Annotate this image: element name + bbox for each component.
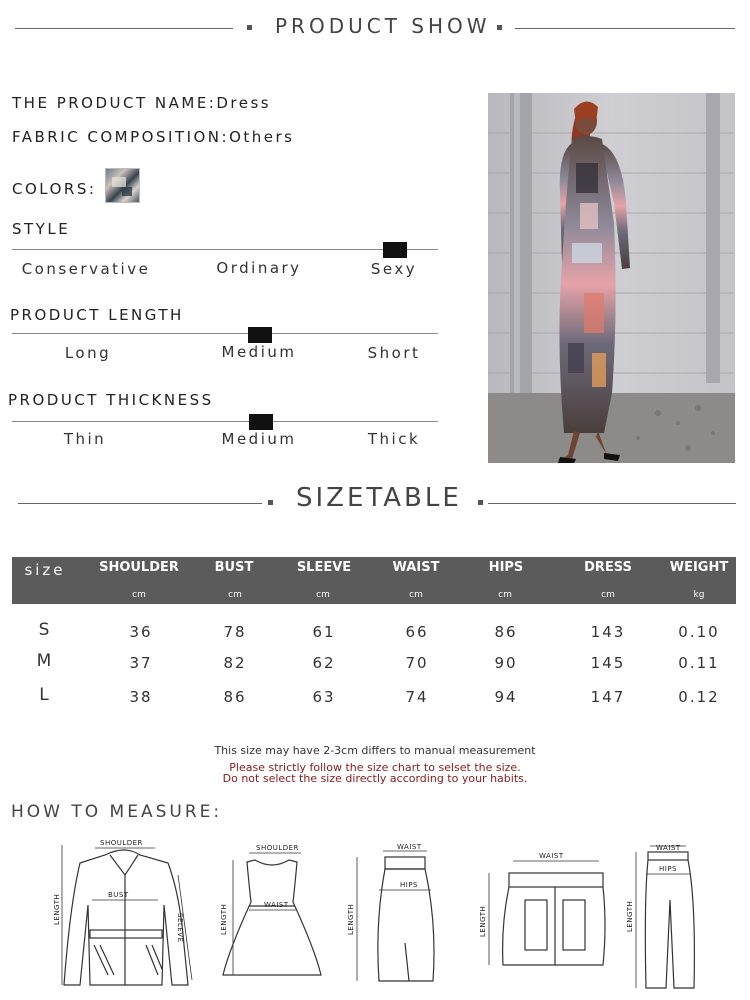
length-option-long: Long: [64, 344, 112, 362]
header-dot-right: [497, 25, 502, 30]
pants-waist-label: WAIST: [656, 844, 681, 852]
thickness-scale-title: PRODUCT THICKNESS: [8, 391, 214, 409]
fabric-label: FABRIC COMPOSITION:: [12, 128, 230, 146]
how-to-measure-title: HOW TO MEASURE:: [11, 802, 223, 822]
product-photo: [488, 93, 735, 463]
row-l-waist: 74: [405, 688, 429, 706]
row-m-hips: 90: [494, 654, 518, 672]
header-shoulder: SHOULDER: [99, 560, 179, 575]
row-s-shoulder: 36: [129, 623, 153, 641]
length-scale-title: PRODUCT LENGTH: [10, 306, 184, 324]
row-s-size: S: [38, 620, 52, 640]
unit-shoulder: cm: [132, 590, 146, 600]
row-l-sleeve: 63: [312, 688, 336, 706]
sizetable-rule-right: [488, 503, 736, 504]
row-l-shoulder: 38: [129, 688, 153, 706]
jacket-diagram: [50, 835, 200, 993]
thickness-option-thin: Thin: [63, 430, 107, 448]
product-name-row: [12, 94, 271, 112]
color-swatch[interactable]: [105, 168, 140, 203]
fabric-value: Others: [229, 128, 295, 146]
header-waist: WAIST: [392, 560, 440, 575]
shorts-length-label: LENGTH: [479, 905, 487, 937]
pants-diagram: [622, 840, 712, 995]
pants-length-label: LENGTH: [626, 900, 634, 932]
row-s-dress: 143: [590, 623, 626, 641]
product-name-label: THE PRODUCT NAME:: [12, 94, 217, 112]
header-sleeve: SLEEVE: [296, 560, 352, 575]
colors-label: COLORS:: [12, 180, 97, 198]
length-option-short: Short: [367, 344, 421, 362]
row-m-dress: 145: [590, 654, 626, 672]
unit-sleeve: cm: [316, 590, 330, 600]
sizetable-rule-left: [18, 503, 262, 504]
row-l-dress: 147: [590, 688, 626, 706]
header-weight: WEIGHT: [669, 560, 729, 575]
row-s-hips: 86: [494, 623, 518, 641]
row-m-waist: 70: [405, 654, 429, 672]
row-s-sleeve: 61: [312, 623, 336, 641]
pants-hips-label: HIPS: [659, 865, 677, 873]
thickness-option-thick: Thick: [367, 430, 421, 448]
shorts-diagram: [475, 845, 615, 975]
row-l-bust: 86: [223, 688, 247, 706]
shorts-waist-label: WAIST: [539, 852, 564, 860]
header-dot-left: [247, 25, 252, 30]
header-rule-right: [515, 28, 735, 29]
row-m-bust: 82: [223, 654, 247, 672]
row-m-sleeve: 62: [312, 654, 336, 672]
note-measurement-diff: This size may have 2-3cm differs to manual measurement: [214, 744, 536, 757]
jacket-sleeve-label: SELEVE: [176, 913, 184, 943]
jacket-length-label: LENGTH: [53, 893, 61, 925]
header-dress: DRESS: [584, 560, 632, 575]
length-option-medium: Medium: [221, 343, 297, 361]
sizetable-title: SIZETABLE: [296, 483, 462, 513]
skirt-waist-label: WAIST: [397, 843, 422, 851]
note-follow-chart: Please strictly follow the size chart to selset the size.: [229, 761, 521, 774]
jacket-shoulder-label: SHOULDER: [100, 839, 143, 847]
style-scale-line: [12, 249, 438, 250]
skirt-length-label: LENGTH: [347, 903, 355, 935]
style-option-ordinary: Ordinary: [216, 259, 302, 277]
thickness-scale-marker: [249, 414, 273, 430]
skirt-hips-label: HIPS: [400, 881, 418, 889]
product-show-title: PRODUCT SHOW: [275, 14, 491, 38]
length-scale-marker: [248, 327, 272, 343]
row-l-size: L: [39, 685, 51, 705]
header-size: size: [24, 561, 66, 579]
row-m-shoulder: 37: [129, 654, 153, 672]
style-option-conservative: Conservative: [21, 260, 151, 278]
sizetable-dot-right: [478, 500, 483, 505]
dress-shoulder-label: SHOULDER: [256, 844, 299, 852]
dress-diagram: [215, 840, 330, 985]
jacket-bust-label: BUST: [108, 891, 129, 899]
sizetable-dot-left: [268, 500, 273, 505]
product-name-value: Dress: [216, 94, 272, 112]
row-m-size: M: [36, 651, 54, 671]
unit-hips: cm: [498, 590, 512, 600]
style-scale-marker: [383, 242, 407, 258]
length-scale-line: [12, 333, 438, 334]
product-photo-illustration: [488, 93, 735, 463]
fabric-row: [12, 128, 294, 146]
style-scale-title: STYLE: [12, 220, 71, 238]
row-s-weight: 0.10: [678, 623, 720, 641]
row-l-hips: 94: [494, 688, 518, 706]
dress-waist-label: WAIST: [264, 901, 289, 909]
thickness-option-medium: Medium: [221, 430, 297, 448]
row-l-weight: 0.12: [678, 688, 720, 706]
header-hips: HIPS: [488, 560, 524, 575]
thickness-scale-line: [12, 421, 438, 422]
dress-length-label: LENGTH: [220, 903, 228, 935]
header-bust: BUST: [214, 560, 254, 575]
unit-waist: cm: [409, 590, 423, 600]
row-s-bust: 78: [223, 623, 247, 641]
note-habits: Do not select the size directly according to your habits.: [222, 772, 528, 785]
skirt-diagram: [345, 843, 445, 988]
unit-dress: cm: [601, 590, 615, 600]
size-table: [12, 557, 736, 707]
unit-weight: kg: [693, 590, 705, 600]
row-m-weight: 0.11: [678, 654, 720, 672]
row-s-waist: 66: [405, 623, 429, 641]
style-option-sexy: Sexy: [370, 260, 418, 278]
header-rule-left: [15, 28, 233, 29]
unit-bust: cm: [228, 590, 242, 600]
